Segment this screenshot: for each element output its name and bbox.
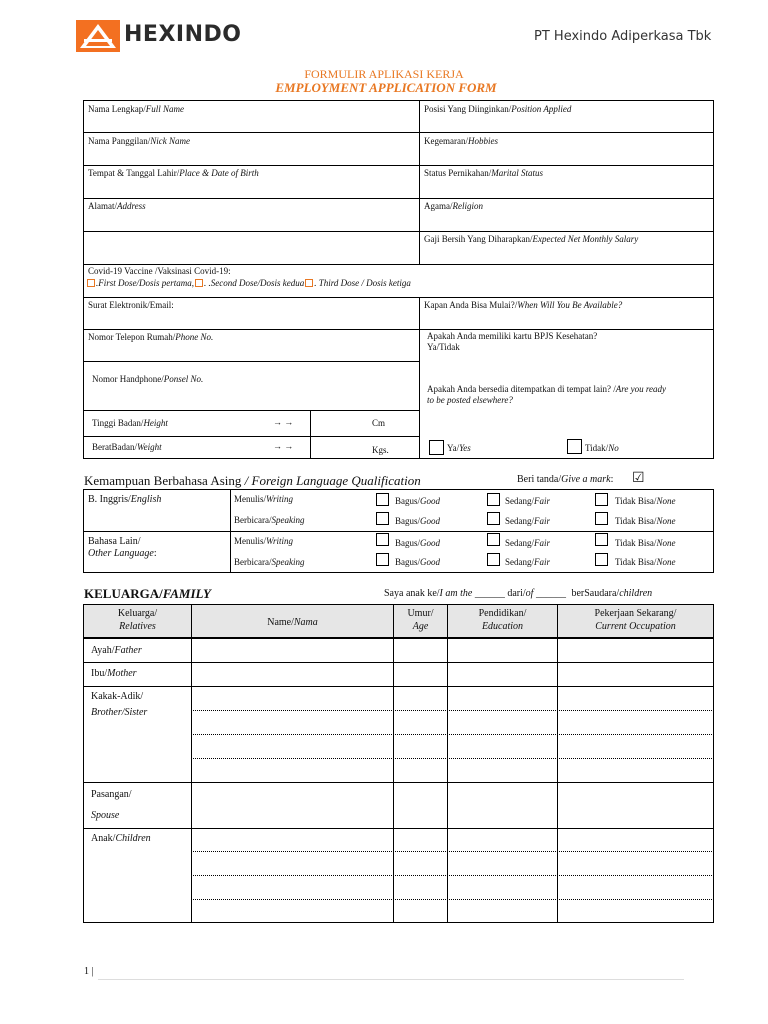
bpjs-question: Apakah Anda memiliki kartu BPJS Kesehatan? <box>427 331 598 341</box>
sibling-order-line: Saya anak ke/I am the ______ dari/of ______ berSaudara/children <box>384 588 653 599</box>
page-number: 1 | <box>84 966 94 977</box>
company-name: PT Hexindo Adiperkasa Tbk <box>534 29 712 44</box>
col-education-header: Pendidikan/ Education <box>478 608 527 632</box>
email-label: Surat Elektronik/Email: <box>88 300 174 310</box>
dose2-checkbox[interactable] <box>195 279 203 287</box>
full-name-label: Nama Lengkap/Full Name <box>88 104 184 114</box>
english-speaking-label: Berbicara/Speaking <box>234 515 305 525</box>
grade-fair-label: Sedang/Fair <box>505 496 551 506</box>
mobile-label: Nomor Handphone/Ponsel No. <box>92 374 204 384</box>
grade-good-label: Bagus/Good <box>395 496 441 506</box>
give-mark-label: Beri tanda/Give a mark: <box>517 474 614 485</box>
dose3-checkbox[interactable] <box>305 279 313 287</box>
hobbies-label: Kegemaran/Hobbies <box>424 136 498 146</box>
dose1-checkbox[interactable] <box>87 279 95 287</box>
language-section-title: Kemampuan Berbahasa Asing / Foreign Language Qualification <box>84 473 421 488</box>
grade-none-label: Tidak Bisa/None <box>615 496 676 506</box>
other-speaking-none-checkbox[interactable] <box>595 553 608 566</box>
hexindo-logo-icon <box>76 20 120 52</box>
sibling-label-en: Brother/Sister <box>91 707 148 718</box>
bpjs-answer: Ya/Tidak <box>427 342 460 352</box>
birth-label: Tempat & Tanggal Lahir/Place & Date of Birth <box>88 168 259 178</box>
grade-fair-label: Sedang/Fair <box>505 516 551 526</box>
mother-label: Ibu/Mother <box>91 668 137 679</box>
position-label: Posisi Yang Diinginkan/Position Applied <box>424 104 572 114</box>
grade-none-label: Tidak Bisa/None <box>615 557 676 567</box>
marital-label: Status Pernikahan/Marital Status <box>424 168 544 178</box>
family-section-title: KELUARGA/FAMILY <box>84 586 211 601</box>
covid-doses: .First Dose/Dosis pertama, . .Second Dose/Dosis kedua . Third Dose / Dosis ketiga <box>87 278 411 289</box>
salary-label: Gaji Bersih Yang Diharapkan/Expected Net Monthly Salary <box>424 234 639 244</box>
english-label: B. Inggris/English <box>88 494 162 505</box>
father-label: Ayah/Father <box>91 645 142 656</box>
english-writing-label: Menulis/Writing <box>234 494 294 504</box>
weight-unit: Kgs. <box>372 445 389 455</box>
weight-label: BeratBadan/Weight <box>92 442 162 452</box>
other-speaking-good-checkbox[interactable] <box>376 553 389 566</box>
form-title-en: EMPLOYMENT APPLICATION FORM <box>275 80 497 95</box>
en-speaking-fair-checkbox[interactable] <box>487 512 500 525</box>
col-age-header: Umur/ Age <box>407 608 434 632</box>
check-mark-icon: ☑ <box>632 470 645 486</box>
en-speaking-good-checkbox[interactable] <box>376 512 389 525</box>
address-label: Alamat/Address <box>88 201 146 211</box>
en-speaking-none-checkbox[interactable] <box>595 512 608 525</box>
logo-text: HEXINDO <box>124 22 242 47</box>
col-occupation-header: Pekerjaan Sekarang/ Current Occupation <box>594 608 677 632</box>
nick-name-label: Nama Panggilan/Nick Name <box>88 136 190 146</box>
grade-fair-label: Sedang/Fair <box>505 538 551 548</box>
other-writing-none-checkbox[interactable] <box>595 533 608 546</box>
col-name-header: Name/Nama <box>267 617 318 628</box>
other-speaking-fair-checkbox[interactable] <box>487 553 500 566</box>
religion-label: Agama/Religion <box>424 201 483 211</box>
en-writing-good-checkbox[interactable] <box>376 493 389 506</box>
col-relatives-header: Keluarga/ Relatives <box>117 608 158 632</box>
covid-label: Covid-19 Vaccine /Vaksinasi Covid-19: <box>88 266 231 276</box>
phone-label: Nomor Telepon Rumah/Phone No. <box>88 332 214 342</box>
other-writing-fair-checkbox[interactable] <box>487 533 500 546</box>
other-writing-good-checkbox[interactable] <box>376 533 389 546</box>
relocate-question-2: to be posted elsewhere? <box>427 395 513 405</box>
other-language-label: Bahasa Lain/ <box>88 536 141 547</box>
relocate-no-label: Tidak/No <box>585 443 619 453</box>
grade-good-label: Bagus/Good <box>395 557 441 567</box>
height-unit: Cm <box>372 418 386 428</box>
grade-none-label: Tidak Bisa/None <box>615 516 676 526</box>
grade-none-label: Tidak Bisa/None <box>615 538 676 548</box>
grade-good-label: Bagus/Good <box>395 516 441 526</box>
weight-arrows: → → <box>273 441 294 451</box>
grade-fair-label: Sedang/Fair <box>505 557 551 567</box>
en-writing-fair-checkbox[interactable] <box>487 493 500 506</box>
spouse-label-en: Spouse <box>91 810 120 821</box>
relocate-question: Apakah Anda bersedia ditempatkan di tempat lain? /Are you ready <box>427 384 667 394</box>
start-label: Kapan Anda Bisa Mulai?/When Will You Be Available? <box>424 300 623 310</box>
other-writing-label: Menulis/Writing <box>234 536 294 546</box>
other-speaking-label: Berbicara/Speaking <box>234 557 305 567</box>
sibling-label: Kakak-Adik/ <box>91 691 144 702</box>
children-label: Anak/Children <box>91 833 151 844</box>
relocate-yes-checkbox[interactable] <box>429 440 444 455</box>
relocate-no-checkbox[interactable] <box>567 439 582 454</box>
height-label: Tinggi Badan/Height <box>92 418 168 428</box>
other-language-label-2: Other Language: <box>88 548 157 559</box>
grade-good-label: Bagus/Good <box>395 538 441 548</box>
en-writing-none-checkbox[interactable] <box>595 493 608 506</box>
height-arrows: → → <box>273 417 294 427</box>
spouse-label: Pasangan/ <box>91 789 132 800</box>
form-title-id: FORMULIR APLIKASI KERJA <box>304 67 464 81</box>
relocate-yes-label: Ya/Yes <box>447 443 471 453</box>
